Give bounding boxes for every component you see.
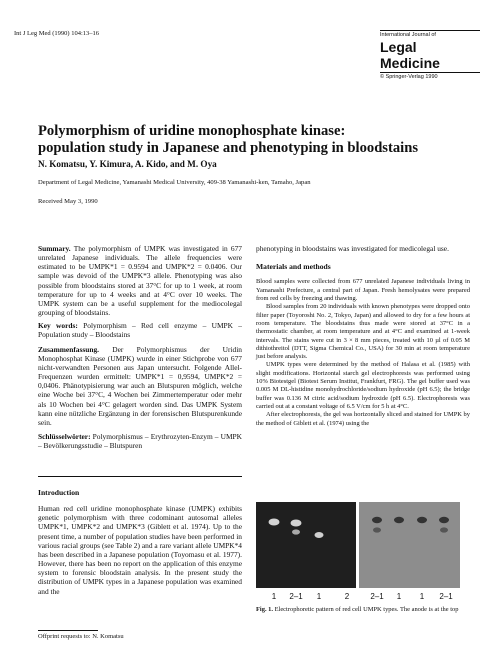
schluesselwoerter-paragraph	[38, 432, 242, 450]
gel-band	[373, 527, 381, 532]
gel-band	[372, 517, 382, 523]
methods-paragraph-3: UMPK types were determined by the method of Halasa et al. (1985) with slight modifications. Horizontal starch gel electrophoresis was performed using 10% Biotestgel (Biotest Serum Institut, Frankfurt, FRG). The gel buffer used was 0.005 M DL-histidine monohydrochloride/sodium hydroxide (pH 6.5); the bridge buffer was 0.136 M citric acid/sodium hydroxide (pH 6.5). Electrophoresis was carried out at a constant voltage of 6.5 V/cm for 5 h at 4°C.	[256, 361, 470, 410]
offprint-footnote: Offprint requests to: N. Komatsu	[38, 633, 124, 640]
article-title	[38, 123, 468, 157]
gel-band	[394, 517, 404, 523]
schluesselwoerter-text: Polymorphismus – Erythrozyten-Enzym – UMPK – Bevölkerungsstudie – Blutspuren	[38, 431, 242, 451]
introduction-section	[38, 488, 242, 596]
lane-label: 2–1	[370, 592, 384, 601]
lane-label: 1	[396, 592, 402, 601]
journal-name: Legal Medicine	[380, 39, 440, 71]
gel-lane-labels	[256, 592, 460, 604]
zusammenfassung-text: Der Polymorphismus der Uridin Monophosphat Kinase (UMPK) wurde in einer Stichprobe von 677 nicht-verwandten Personen aus Japan untersucht. Folgende Allel-Frequenzen wurden ermittelt: UMPK*1 = 0,9594, UMPK*2 = 0,0406. Phänotypisierung war auch an Blutspuren möglich, welche eine Woche bei 37°C, 4 Wochen bei Zimmertemperatur oder mehr als 10 Wochen bei 4°C gelagert worden sind. Das UMPK System kann eine nützliche Ergänzung in der forensischen Blutspurenkunde sein.	[38, 344, 242, 427]
lane-label: 1	[316, 592, 322, 601]
summary-text: The polymorphism of UMPK was investigated in 677 unrelated Japanese individuals. The allele frequencies were estimated to be UMPK*1 = 0.9594 and UMPK*2 = 0.0406. Our sample was devoid of the UMPK*3 allele. Phenotyping was also possible from bloodstains stored at 37°C for up to 1 week, at room temperature for up to 4 weeks and at 4°C over 10 weeks. The UMPK system can be a useful supplement for the mediocolegal grouping of bloodstains.	[38, 244, 242, 318]
lane-label: 2–1	[439, 592, 453, 601]
gel-band	[269, 519, 280, 526]
gel-band	[291, 520, 302, 527]
summary-label: Summary.	[38, 244, 71, 253]
summary-paragraph	[38, 244, 242, 317]
introduction-heading: Introduction	[38, 488, 80, 497]
masthead-top-rule	[380, 30, 480, 31]
publisher: © Springer-Verlag 1990	[380, 74, 438, 80]
introduction-text: Human red cell uridine monophosphate kinase (UMPK) exhibits genetic polymorphism with three codominant autosomal alleles UMPK*1, UMPK*2 and UMPK*3 (Giblett et al. 1974). Up to the present time, a number of population studies have been performed in various racial groups (see Table 2) and a rare variant allele UMPK*4 has been described in a Japanese population (Toyomasu et al. 1977). However, there has been no report on the application of this enzyme system to forensic bloodstain analysis. In the present study the distribution of UMPK types in a Japanese population was examined and the	[38, 504, 242, 596]
journal-citation: Int J Leg Med (1990) 104:13–16	[14, 30, 100, 37]
received-date: Received May 3, 1990	[38, 198, 98, 205]
gel-band	[292, 529, 300, 534]
gel-photograph	[256, 502, 460, 588]
lane-label: 1	[419, 592, 425, 601]
title-line-1: Polymorphism of uridine monophosphate kinase:	[38, 123, 346, 139]
lane-label: 1	[271, 592, 277, 601]
gel-band	[315, 532, 324, 538]
zusammenfassung-label: Zusammenfassung.	[38, 344, 99, 354]
gel-band	[439, 517, 449, 523]
keywords-paragraph	[38, 321, 242, 339]
caption-label: Fig. 1.	[256, 606, 273, 613]
journal-masthead	[380, 29, 480, 81]
caption-text: Electrophoretic pattern of red cell UMPK types. The anode is at the top	[274, 606, 459, 613]
figure-caption	[256, 606, 470, 614]
gel-band	[440, 527, 448, 532]
methods-heading: Materials and methods	[256, 262, 331, 272]
intro-continued: phenotyping in bloodstains was investigated for medicolegal use.	[256, 244, 449, 253]
journal-name-small: International Journal of	[380, 32, 436, 38]
lane-label: 2	[344, 592, 350, 601]
methods-paragraph-4: After electrophoresis, the gel was horizontally sliced and stained for UMPK by the method of Giblett et al. (1974) using the	[256, 411, 470, 427]
lane-label: 2–1	[289, 592, 303, 601]
zusammenfassung-paragraph	[38, 345, 242, 427]
methods-paragraph-2: Blood samples from 20 individuals with known phenotypes were dropped onto filter paper (Toyoroshi No. 2, Tokyo, Japan) and allowed to dry for a few hours at room temperature. The bloodstains thus made were stored at 37°C in a thermostatic chamber, at room temperature and at 4°C and examined at 1-week intervals. The stains were cut in 3 × 8 mm pieces, treated with 10 µl of 0.05 M dithiothreitol (DTT, Sigma Chemical Co., USA) for 30 min at room temperature just before analysis.	[256, 303, 470, 361]
masthead-bottom-rule	[380, 72, 480, 73]
authors: N. Komatsu, Y. Kimura, A. Kido, and M. Oya	[38, 159, 217, 169]
title-line-2: population study in Japanese and phenotyping in bloodstains	[38, 140, 418, 156]
gel-panel-right	[359, 502, 460, 588]
footnote-rule	[38, 630, 98, 631]
affiliation: Department of Legal Medicine, Yamanashi Medical University, 409-38 Yamanashi-ken, Tamaho, Japan	[38, 179, 311, 186]
schluesselwoerter-label: Schlüsselwörter:	[38, 431, 91, 441]
gel-band	[417, 517, 427, 523]
right-column-text	[256, 244, 470, 428]
keywords-label: Key words:	[38, 321, 78, 331]
abstract-divider	[38, 476, 242, 477]
methods-paragraph-1: Blood samples were collected from 677 unrelated Japanese individuals living in Yamanashi Prefecture, a central part of Japan. Fresh hemolysates were prepared from red cells by freezing and thawing.	[256, 278, 470, 303]
keywords-text: Polymorphism – Red cell enzyme – UMPK – Population study – Bloodstains	[38, 321, 242, 340]
gel-panel-gap	[356, 502, 359, 588]
abstract-block	[38, 244, 242, 450]
